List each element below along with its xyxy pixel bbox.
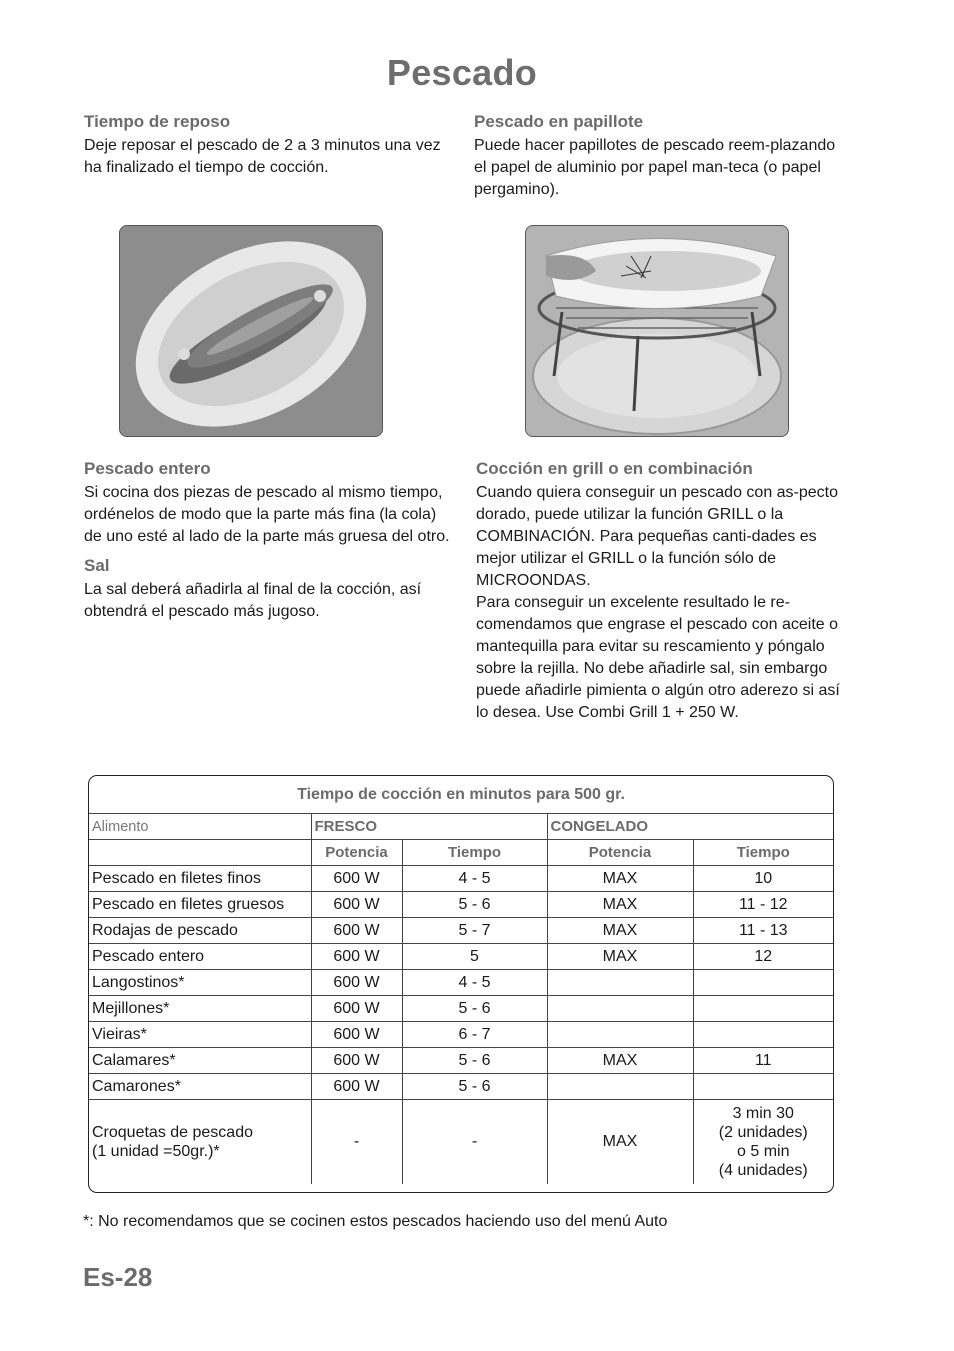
cell-fresco-tiempo: 5 - 6 [402,892,547,918]
cell-congelado-potencia [547,996,693,1022]
section-heading: Pescado en papillote [474,112,644,131]
cell-alimento: Pescado entero [89,944,311,970]
section-text: Cuando quiera conseguir un pescado con as-pecto dorado, puede utilizar la función GRILL o la COMBINACIÓN. Para pequeñas canti-dades es mejor utilizar el GRILL o la función sólo de MICROONDAS. [476,484,839,589]
header-fresco-potencia: Potencia [311,840,402,866]
section-heading: Tiempo de reposo [84,112,231,131]
header-alimento: Alimento [89,814,311,840]
section-heading: Pescado entero [84,459,211,478]
cell-alimento: Camarones* [89,1074,311,1100]
cell-fresco-potencia: 600 W [311,1022,402,1048]
section-text-2: Para conseguir un excelente resultado le re-comendamos que engrase el pescado con aceite o mantequilla para evitar su rescamiento y póngalo sobre la rejilla. No debe añadirle sal, sin embargo puede añadirle pimienta o algún otro aderezo si así lo desea. Use Combi Grill 1 + 250 W. [476,594,840,721]
cell-fresco-potencia: 600 W [311,892,402,918]
table-row [89,1048,833,1074]
table-row [89,1074,833,1100]
fish-grill-rack-photo [525,225,789,437]
header-congelado: CONGELADO [547,814,833,840]
section-pescado-entero [84,459,454,623]
cell-congelado-potencia [547,970,693,996]
section-text-sal: La sal deberá añadirla al final de la cocción, así obtendrá el pescado más jugoso. [84,581,422,620]
page-title: Pescado [386,52,538,93]
cell-congelado-potencia [547,1022,693,1048]
cell-congelado-potencia [547,1074,693,1100]
page-number: Es-28 [83,1262,153,1292]
cell-alimento: Pescado en filetes finos [89,866,311,892]
table-row [89,1100,833,1185]
cell-fresco-potencia: 600 W [311,866,402,892]
cell-congelado-tiempo [693,970,833,996]
cell-fresco-potencia: 600 W [311,1074,402,1100]
cell-fresco-potencia: 600 W [311,918,402,944]
cell-congelado-tiempo: 11 [693,1048,833,1074]
cell-fresco-potencia: 600 W [311,996,402,1022]
cell-fresco-potencia: 600 W [311,970,402,996]
cell-fresco-tiempo: 6 - 7 [402,1022,547,1048]
cell-alimento: Calamares* [89,1048,311,1074]
cell-fresco-potencia: - [311,1100,402,1185]
cell-congelado-tiempo [693,1022,833,1048]
cell-fresco-tiempo: 5 - 6 [402,996,547,1022]
cell-fresco-tiempo: 4 - 5 [402,970,547,996]
cell-alimento: Vieiras* [89,1022,311,1048]
table-row [89,970,833,996]
section-papillote [474,112,836,201]
section-text: Puede hacer papillotes de pescado reem-plazando el papel de aluminio por papel man-teca (o papel pergamino). [474,137,836,198]
footnote: *: No recomendamos que se cocinen estos pescados haciendo uso del menú Auto [83,1213,668,1230]
table-row [89,892,833,918]
cell-fresco-potencia: 600 W [311,1048,402,1074]
cell-congelado-tiempo: 12 [693,944,833,970]
header-fresco: FRESCO [311,814,547,840]
cell-congelado-potencia: MAX [547,1100,693,1185]
table-row [89,996,833,1022]
cell-congelado-tiempo [693,996,833,1022]
cell-alimento: Pescado en filetes gruesos [89,892,311,918]
cooking-time-table [88,775,834,1193]
cell-congelado-potencia: MAX [547,866,693,892]
cell-fresco-tiempo: - [402,1100,547,1185]
cell-fresco-potencia: 600 W [311,944,402,970]
cell-congelado-potencia: MAX [547,944,693,970]
cell-fresco-tiempo: 5 [402,944,547,970]
section-heading-sal: Sal [84,556,110,575]
table-title: Tiempo de cocción en minutos para 500 gr. [89,776,833,814]
cell-fresco-tiempo: 4 - 5 [402,866,547,892]
cell-congelado-tiempo [693,1074,833,1100]
header-congelado-potencia: Potencia [547,840,693,866]
header-congelado-tiempo: Tiempo [693,840,833,866]
table-row [89,866,833,892]
section-text: Deje reposar el pescado de 2 a 3 minutos una vez ha finalizado el tiempo de cocción. [84,137,441,176]
cell-fresco-tiempo: 5 - 6 [402,1074,547,1100]
cell-alimento: Mejillones* [89,996,311,1022]
section-grill [476,459,842,724]
table-row [89,944,833,970]
header-empty-cell [89,840,311,866]
cell-congelado-tiempo: 11 - 12 [693,892,833,918]
section-tiempo-reposo [84,112,454,179]
cell-congelado-potencia: MAX [547,892,693,918]
header-fresco-tiempo: Tiempo [402,840,547,866]
cell-fresco-tiempo: 5 - 7 [402,918,547,944]
cell-alimento: Rodajas de pescado [89,918,311,944]
table-row [89,918,833,944]
cell-congelado-tiempo: 3 min 30 (2 unidades) o 5 min (4 unidades) [693,1100,833,1185]
section-text: Si cocina dos piezas de pescado al mismo tiempo, ordénelos de modo que la parte más fina (la cola) de uno esté al lado de la parte más gruesa del otro. [84,484,450,545]
fish-dish-photo [119,225,383,437]
cell-congelado-potencia: MAX [547,1048,693,1074]
cell-alimento: Croquetas de pescado (1 unidad =50gr.)* [89,1100,311,1185]
cell-fresco-tiempo: 5 - 6 [402,1048,547,1074]
table-row [89,1022,833,1048]
section-heading: Cocción en grill o en combinación [476,459,753,478]
cell-alimento: Langostinos* [89,970,311,996]
cell-congelado-tiempo: 11 - 13 [693,918,833,944]
cell-congelado-potencia: MAX [547,918,693,944]
cell-congelado-tiempo: 10 [693,866,833,892]
